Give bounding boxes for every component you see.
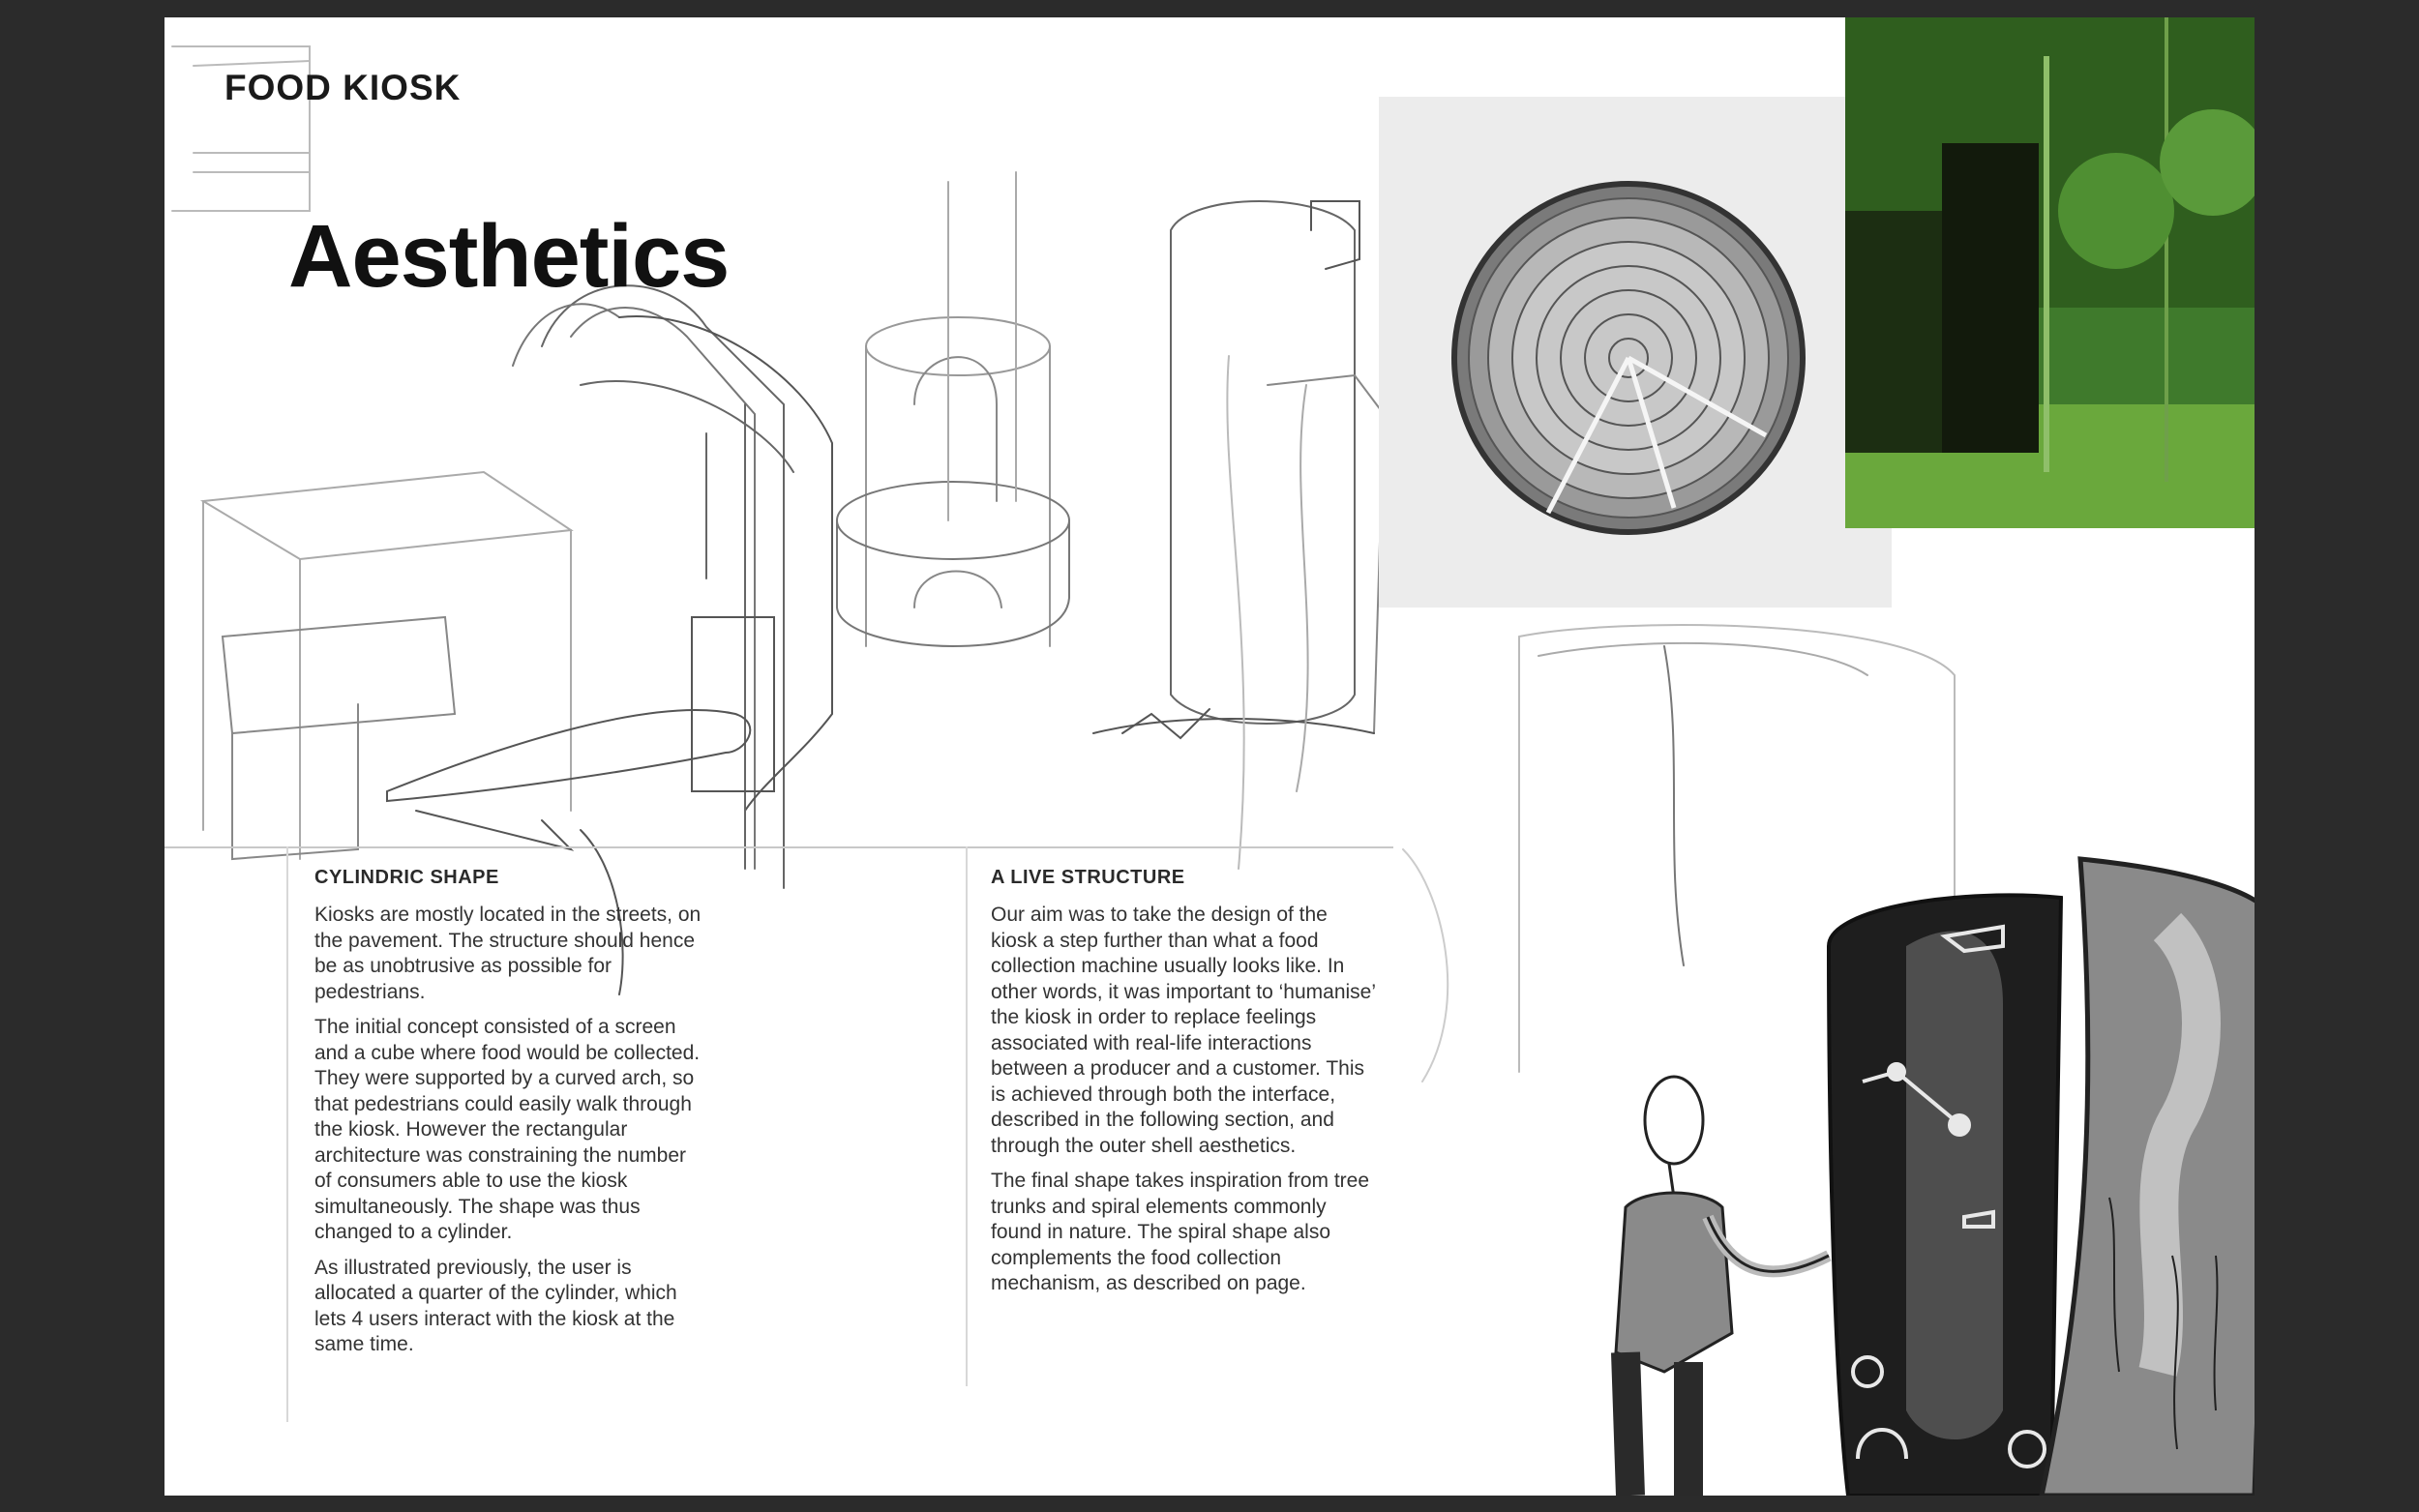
section-heading: A LIVE STRUCTURE <box>991 867 1185 888</box>
forest-photo <box>1845 17 2255 528</box>
tree-ring-image <box>1379 97 1892 608</box>
document-page <box>164 17 2255 1496</box>
section-paragraph: As illustrated previously, the user is allocated a quarter of the cylinder, which lets 4 users interact with the kiosk at the same time. <box>314 1256 677 1355</box>
horizontal-divider <box>164 846 1393 848</box>
column-divider-left <box>286 846 288 1422</box>
forest-image <box>1845 17 2255 528</box>
section-paragraph: The final shape takes inspiration from tree trunks and spiral elements commonly found in nature. The spiral shape also complements the food collection mechanism, as described on page. <box>991 1170 1370 1294</box>
section-cylindric-shape <box>314 867 702 1368</box>
page-title: Aesthetics <box>288 207 730 306</box>
section-paragraph: The initial concept consisted of a screen and a cube where food would be collected. They were supported by a curved arch, so that pedestrians could easily walk through the kiosk. However the rectangular architecture was constraining the number of consumers able to use the kiosk simultaneously. The shape was thus changed to a cylinder. <box>314 1016 701 1243</box>
column-divider-middle <box>966 846 968 1386</box>
tree-ring-panel <box>1379 97 1892 608</box>
section-heading: CYLINDRIC SHAPE <box>314 867 499 888</box>
kiosk-illustration <box>1500 830 2255 1496</box>
section-paragraph: Kiosks are mostly located in the streets, on the pavement. The structure should hence be as unobtrusive as possible for pedestrians. <box>314 904 702 1003</box>
section-live-structure <box>991 867 1378 1307</box>
section-paragraph: Our aim was to take the design of the kiosk a step further than what a food collection machine usually looks like. In other words, it was important to ‘humanise’ the kiosk in order to replace feelings associated with real-life interactions between a producer and a customer. This is achieved through both the interface, described in the following section, and through the outer shell aesthetics. <box>991 904 1376 1157</box>
brand-label: FOOD KIOSK <box>224 68 462 107</box>
